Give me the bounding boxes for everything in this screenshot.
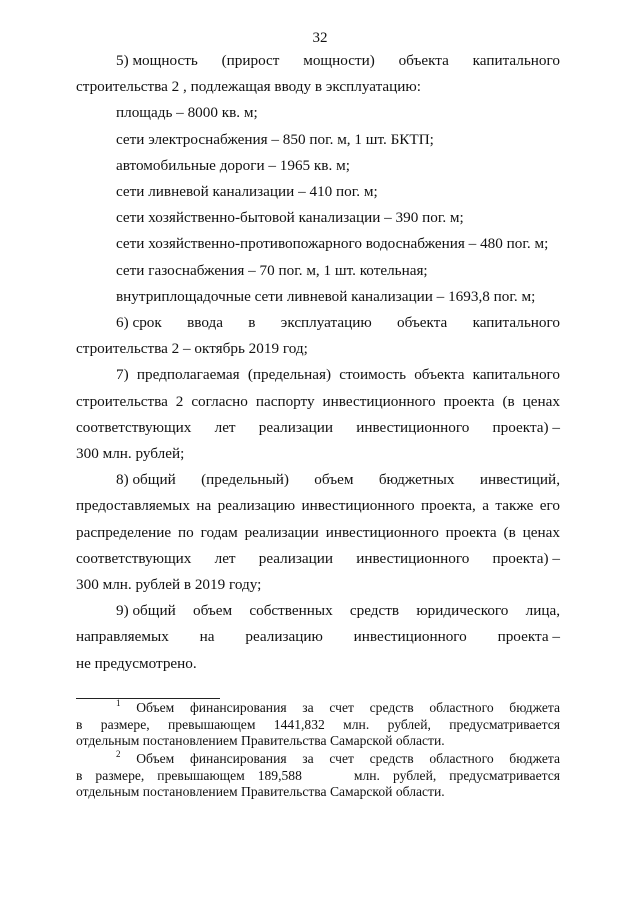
capacity-item-water-supply: сети хозяйственно-противопожарного водоснабжения – 480 пог. м;: [116, 235, 549, 253]
word: лет: [214, 418, 236, 436]
word: бюджетных: [378, 471, 455, 489]
capacity-item-domestic-sewer: сети хозяйственно-бытовой канализации – 390 пог. м;: [116, 209, 464, 227]
item7-line3: [76, 415, 560, 441]
word: средств: [349, 602, 400, 620]
word: капитального: [472, 314, 560, 332]
word: реализации: [258, 418, 334, 436]
word: инвестиционного: [353, 628, 467, 646]
footnote-1-line2: в размере, превышающем 1441,832 млн. рублей, предусматривается: [76, 716, 560, 732]
word: лет: [214, 549, 236, 567]
word: (прирост: [221, 52, 280, 69]
capacity-item-storm-sewer: сети ливневой канализации – 410 пог. м;: [116, 183, 378, 201]
footnote-text: Объем финансирования за счет средств областного бюджета: [136, 700, 560, 715]
item8-line2: предоставляемых на реализацию инвестиционного проекта, а также его: [76, 497, 560, 515]
item8-line5: 300 млн. рублей в 2019 году;: [76, 576, 262, 594]
item5-heading-line1: [76, 48, 560, 74]
word: соответствующих: [76, 418, 192, 436]
capacity-item-roads: автомобильные дороги – 1965 кв. м;: [116, 156, 350, 174]
word: инвестиций,: [479, 471, 560, 489]
item9-line2: [76, 624, 560, 650]
word: юридического: [416, 602, 509, 620]
word: собственных: [249, 602, 333, 620]
word: реализацию: [245, 628, 323, 646]
word: проекта –: [497, 628, 560, 646]
word: объекта: [397, 314, 448, 332]
word: (предельный): [201, 471, 289, 489]
capacity-item-power: сети электроснабжения – 850 пог. м, 1 шт. БКТП;: [116, 130, 434, 148]
word: лица,: [525, 602, 560, 620]
item7-line4: 300 млн. рублей;: [76, 445, 185, 463]
footnote-mark: 2: [116, 749, 121, 759]
document-body: [76, 48, 560, 677]
footnote-1-line1: [76, 700, 560, 717]
item8-line1: [76, 467, 560, 493]
footnote-1-line3: отдельным постановлением Правительства Самарской области.: [76, 733, 445, 749]
footnote-1: [76, 700, 560, 750]
page-number: 32: [312, 30, 328, 46]
word: проекта) –: [492, 549, 560, 567]
word: 5) мощность: [116, 52, 198, 69]
footnote-2-line3: отдельным постановлением Правительства Самарской области.: [76, 784, 445, 800]
item9-line1: [76, 598, 560, 624]
word: инвестиционного: [356, 549, 470, 567]
item8-line4: [76, 546, 560, 572]
word: направляемых: [76, 628, 169, 646]
word: ввода: [187, 314, 223, 332]
footnote-text: Объем финансирования за счет средств областного бюджета: [136, 751, 560, 766]
word: в: [248, 314, 256, 332]
word: соответствующих: [76, 549, 192, 567]
word: 9) общий: [116, 602, 176, 620]
word: инвестиционного: [356, 418, 470, 436]
word: проекта) –: [492, 418, 560, 436]
word: 6) срок: [116, 314, 162, 332]
item9-line3: не предусмотрено.: [76, 654, 197, 672]
footnote-mark: 1: [116, 698, 121, 708]
item6-line1: [76, 310, 560, 336]
item6-line2: строительства 2 – октябрь 2019 год;: [76, 340, 308, 358]
word: объем: [314, 471, 354, 489]
item8-line3: распределение по годам реализации инвестиционного проекта (в ценах: [76, 523, 560, 541]
word: объем: [192, 602, 233, 620]
word: мощности): [303, 52, 375, 69]
item7-line2: строительства 2 согласно паспорту инвестиционного проекта (в ценах: [76, 392, 560, 410]
footnote-separator: [76, 698, 220, 699]
footnote-2-line2: в размере, превышающем 189,588 млн. рублей, предусматривается: [76, 767, 560, 783]
word: капитального: [472, 52, 560, 69]
capacity-item-area: площадь – 8000 кв. м;: [116, 104, 258, 122]
item5-heading-line2: строительства 2 , подлежащая вводу в эксплуатацию:: [76, 78, 421, 96]
word: реализации: [258, 549, 334, 567]
item7-line1: 7) предполагаемая (предельная) стоимость объекта капитального: [116, 366, 560, 384]
word: эксплуатацию: [280, 314, 372, 332]
capacity-item-gas-supply: сети газоснабжения – 70 пог. м, 1 шт. котельная;: [116, 261, 428, 279]
capacity-item-onsite-storm-sewer: внутриплощадочные сети ливневой канализации – 1693,8 пог. м;: [116, 287, 536, 305]
footnote-2: [76, 751, 560, 801]
footnote-2-line1: [76, 751, 560, 768]
word: 8) общий: [116, 471, 176, 489]
word: объекта: [398, 52, 449, 69]
word: на: [199, 628, 215, 646]
